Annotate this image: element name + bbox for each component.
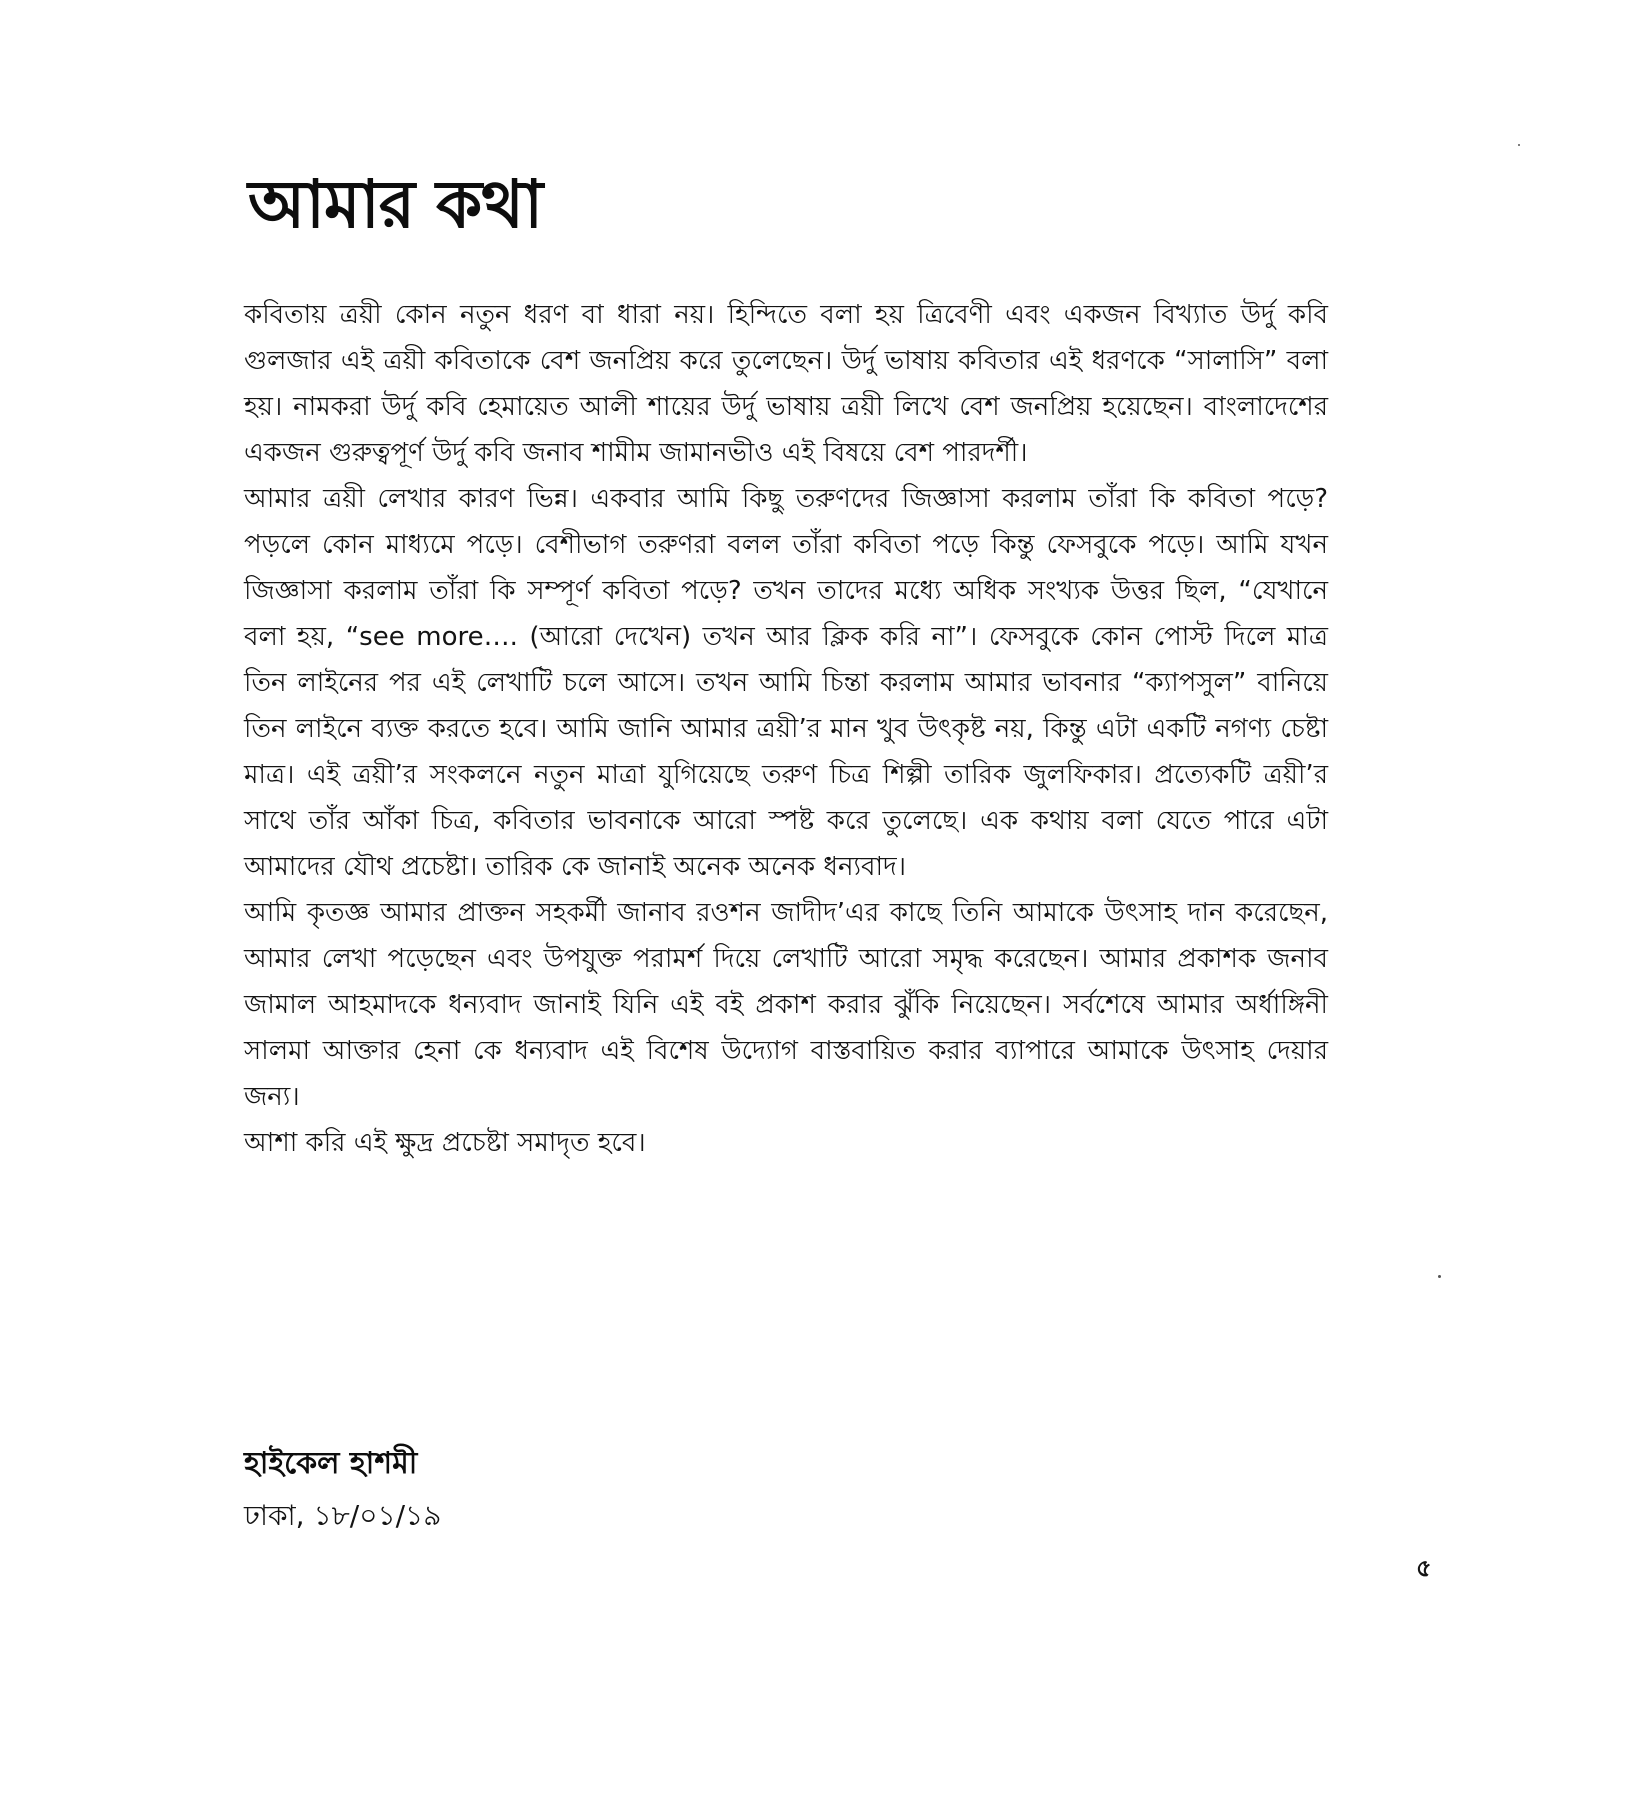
place-date: ঢাকা, ১৮/০১/১৯ xyxy=(244,1499,442,1532)
preface-body xyxy=(244,292,1328,1166)
scan-speck xyxy=(1438,1275,1441,1278)
author-name: হাইকেল হাশমী xyxy=(244,1446,418,1481)
paragraph-acknowledgements: আমি কৃতজ্ঞ আমার প্রাক্তন সহকর্মী জানাব রওশন জাদীদ’এর কাছে তিনি আমাকে উৎসাহ দান করেছেন, আমার লেখা পড়েছেন এবং উপযুক্ত পরামর্শ দিয়ে লেখাটি আরো সমৃদ্ধ করেছেন। আমার প্রকাশক জনাব জামাল আহমাদকে ধন্যবাদ জানাই যিনি এই বই প্রকাশ করার ঝুঁকি নিয়েছেন। সর্বশেষে আমার অর্ধাঙ্গিনী সালমা আক্তার হেনা কে ধন্যবাদ এই বিশেষ উদ্যোগ বাস্তবায়িত করার ব্যাপারে আমাকে উৎসাহ দেয়ার জন্য। xyxy=(244,898,1328,1112)
paragraph-introduction: কবিতায় ত্রয়ী কোন নতুন ধরণ বা ধারা নয়। হিন্দিতে বলা হয় ত্রিবেণী এবং একজন বিখ্যাত উর্দু কবি গুলজার এই ত্রয়ী কবিতাকে বেশ জনপ্রিয় করে তুলেছেন। উর্দু ভাষায় কবিতার এই ধরণকে “সালাসি” বলা হয়। নামকরা উর্দু কবি হেমায়েত আলী শায়ের উর্দু ভাষায় ত্রয়ী লিখে বেশ জনপ্রিয় হয়েছেন। বাংলাদেশের একজন গুরুত্বপূর্ণ উর্দু কবি জনাব শামীম জামানভীও এই বিষয়ে বেশ পারদর্শী। xyxy=(244,300,1328,468)
paragraph-reason: আমার ত্রয়ী লেখার কারণ ভিন্ন। একবার আমি কিছু তরুণদের জিজ্ঞাসা করলাম তাঁরা কি কবিতা পড়ে? পড়লে কোন মাধ্যমে পড়ে। বেশীভাগ তরুণরা বলল তাঁরা কবিতা পড়ে কিন্তু ফেসবুকে পড়ে। আমি যখন জিজ্ঞাসা করলাম তাঁরা কি সম্পূর্ণ কবিতা পড়ে? তখন তাদের মধ্যে অধিক সংখ্যক উত্তর ছিল, “যেখানে বলা হয়, “see more…. (আরো দেখেন) তখন আর ক্লিক করি না”। ফেসবুকে কোন পোস্ট দিলে মাত্র তিন লাইনের পর এই লেখাটি চলে আসে। তখন আমি চিন্তা করলাম আমার ভাবনার “ক্যাপসুল” বানিয়ে তিন লাইনে ব্যক্ত করতে হবে। আমি জানি আমার ত্রয়ী’র মান খুব উৎকৃষ্ট নয়, কিন্তু এটা একটি নগণ্য চেষ্টা মাত্র। এই ত্রয়ী’র সংকলনে নতুন মাত্রা যুগিয়েছে তরুণ চিত্র শিল্পী তারিক জুলফিকার। প্রত্যেকটি ত্রয়ী’র সাথে তাঁর আঁকা চিত্র, কবিতার ভাবনাকে আরো স্পষ্ট করে তুলেছে। এক কথায় বলা যেতে পারে এটা আমাদের যৌথ প্রচেষ্টা। তারিক কে জানাই অনেক অনেক ধন্যবাদ। xyxy=(244,484,1328,882)
paragraph-closing: আশা করি এই ক্ষুদ্র প্রচেষ্টা সমাদৃত হবে। xyxy=(244,1128,646,1158)
page-number: ৫ xyxy=(1416,1554,1432,1582)
scan-speck xyxy=(1518,144,1520,146)
signature-block xyxy=(244,1438,1044,1542)
page-title: আমার কথা xyxy=(248,165,543,243)
